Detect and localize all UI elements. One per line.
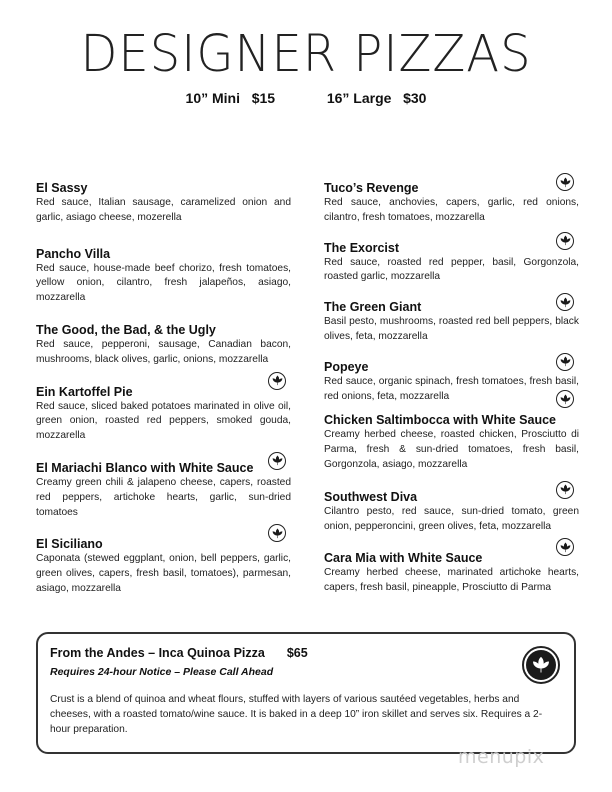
- leaf-icon: [268, 372, 286, 390]
- leaf-icon: [556, 232, 574, 250]
- item-description: Cilantro pesto, red sauce, sun-dried tomato, green onion, pepperoncini, green olives, feta, mozzarella: [324, 505, 579, 532]
- menu-item: [36, 180, 291, 226]
- item-description: Basil pesto, mushrooms, roasted red bell peppers, black olives, feta, mozzarella: [324, 316, 579, 342]
- menu-item: [36, 460, 291, 520]
- item-name: El Siciliano: [36, 537, 103, 552]
- special-pizza-box: [36, 632, 576, 754]
- special-title-row: [50, 646, 562, 660]
- item-description: Red sauce, anchovies, capers, garlic, red onions, cilantro, fresh tomatoes, mozzarella: [324, 197, 579, 223]
- leaf-icon: [556, 481, 574, 499]
- item-name: Chicken Saltimbocca with White Sauce: [324, 413, 557, 428]
- menu-item: [324, 240, 579, 286]
- leaf-icon: [268, 452, 286, 470]
- leaf-icon: [556, 353, 574, 371]
- item-name: Tuco’s Revenge: [324, 181, 419, 195]
- item-description: Creamy herbed cheese, roasted chicken, Prosciutto di Parma, fresh & sun-dried tomatoes, fresh basil, Gorgonzola, asiago, mozzarella: [324, 429, 579, 470]
- size-mini-label: 10” Mini: [185, 90, 241, 106]
- item-description: Red sauce, pepperoni, sausage, Canadian bacon, mushrooms, black olives, garlic, onions, mozzarella: [36, 338, 291, 365]
- size-price-row: [0, 90, 612, 106]
- item-name: The Exorcist: [324, 240, 400, 255]
- menu-item: [324, 412, 579, 472]
- special-name: From the Andes – Inca Quinoa Pizza: [50, 646, 265, 660]
- item-name: The Good, the Bad, & the Ugly: [36, 322, 216, 337]
- item-name: El Mariachi Blanco with White Sauce: [36, 460, 254, 475]
- item-description: Creamy green chili & jalapeno cheese, capers, roasted red peppers, artichoke hearts, garlic, sun-dried tomatoes: [36, 476, 291, 518]
- leaf-badge-icon: [522, 646, 560, 684]
- menu-item: [36, 536, 291, 596]
- item-description: Creamy herbed cheese, marinated artichoke hearts, capers, fresh basil, pineapple, Prosciutto di Parma: [324, 567, 579, 594]
- menu-item: [324, 180, 579, 226]
- menu-item: [36, 246, 291, 306]
- leaf-icon: [556, 173, 574, 191]
- size-large-price: $30: [403, 90, 427, 106]
- item-name: Cara Mia with White Sauce: [324, 551, 483, 566]
- menu-item: [324, 489, 579, 535]
- size-mini-price: $15: [251, 90, 276, 106]
- item-description: Red sauce, Italian sausage, caramelized onion and garlic, asiago cheese, mozerella: [36, 197, 291, 223]
- size-large-label: 16” Large: [326, 90, 392, 106]
- item-description: Red sauce, house-made beef chorizo, fresh tomatoes, yellow onion, cilantro, fresh jalapeños, asiago, mozzarella: [36, 262, 291, 304]
- menu-item: [324, 299, 579, 345]
- menu-item: [324, 550, 579, 596]
- menu-title: DESIGNER PIZZAS: [80, 24, 532, 84]
- item-description: Red sauce, sliced baked potatoes marinated in olive oil, green onion, roasted red peppers, smoked gouda, mozzarella: [36, 400, 291, 442]
- item-description: Red sauce, organic spinach, fresh tomatoes, fresh basil, red onions, feta, mozzarella: [324, 375, 579, 402]
- menu-item: [36, 384, 291, 444]
- item-name: Popeye: [324, 359, 369, 374]
- item-name: Ein Kartoffel Pie: [36, 384, 133, 399]
- item-name: The Green Giant: [324, 300, 422, 315]
- special-notice: Requires 24-hour Notice – Please Call Ahead: [50, 666, 274, 678]
- watermark: menupix: [458, 746, 545, 768]
- item-description: Caponata (stewed eggplant, onion, bell peppers, garlic, green olives, capers, fresh basil, tomatoes), parmesan, asiago, mozzarella: [36, 553, 291, 594]
- special-description: Crust is a blend of quinoa and wheat flours, stuffed with layers of various sautéed vegetables, herbs and cheeses, with a roasted tomato/wine sauce. It is baked in a deep 10” iron skillet and serves six. Requires a 2-hour preparation.: [50, 694, 543, 735]
- item-name: Pancho Villa: [36, 246, 111, 261]
- menu-item: [36, 322, 291, 368]
- item-description: Red sauce, roasted red pepper, basil, Gorgonzola, roasted garlic, mozzarella: [324, 256, 579, 283]
- item-name: Southwest Diva: [324, 489, 418, 504]
- item-name: El Sassy: [36, 181, 88, 195]
- left-menu-column: [36, 180, 291, 597]
- right-menu-column: [324, 180, 579, 596]
- special-price: $65: [286, 646, 308, 660]
- menu-item: [324, 359, 579, 405]
- leaf-icon: [556, 390, 574, 408]
